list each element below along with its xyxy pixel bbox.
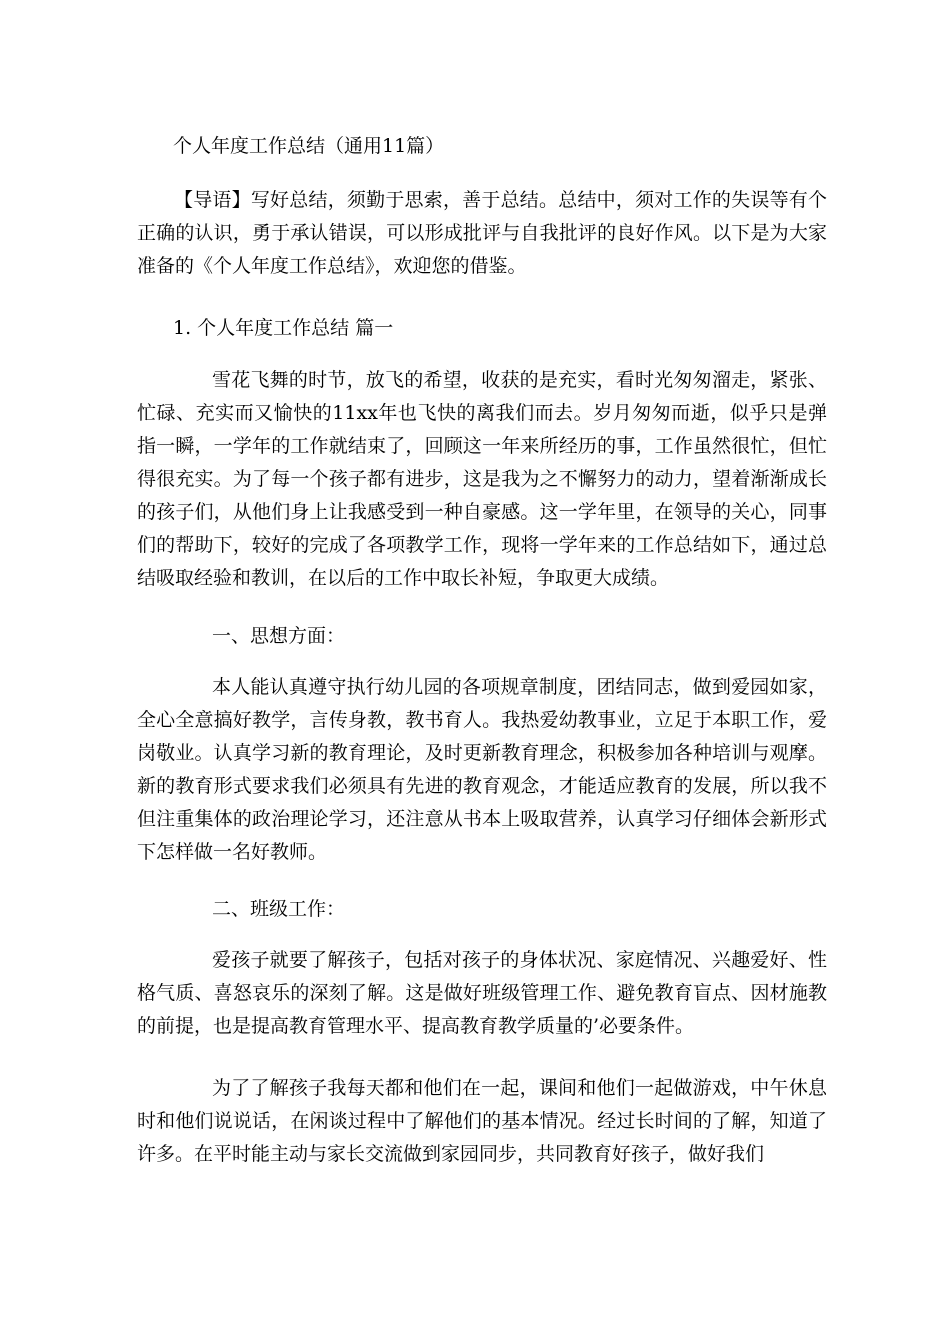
body-paragraph-4: 为了了解孩子我每天都和他们在一起，课间和他们一起做游戏，中午休息时和他们说说话，在闲谈过程中了解他们的基本情况。经过长时间的了解，知道了许多。在平时能主动与家长交流做到家园同步，共同教育好孩子，做好我们	[137, 1077, 827, 1165]
document-title: 个人年度工作总结（通用11篇）	[173, 135, 445, 157]
body-paragraph-2: 本人能认真遵守执行幼儿园的各项规章制度，团结同志，做到爱园如家，全心全意搞好教学，言传身教，教书育人。我热爱幼教事业，立足于本职工作，爱岗敬业。认真学习新的教育理论，及时更新教育理念，积极参加各种培训与观摩。新的教育形式要求我们必须具有先进的教育观念，才能适应教育的发展，所以我不但注重集体的政治理论学习，还注意从书本上吸取营养，认真学习仔细体会新形式下怎样做一名好教师。	[137, 676, 827, 863]
article-heading: 1. 个人年度工作总结 篇一	[173, 317, 394, 339]
intro-paragraph: 【导语】写好总结，须勤于思索，善于总结。总结中，须对工作的失误等有个正确的认识，勇于承认错误，可以形成批评与自我批评的良好作风。以下是为大家准备的《个人年度工作总结》，欢迎您的借鉴。	[137, 189, 827, 277]
body-paragraph-1: 雪花飞舞的时节，放飞的希望，收获的是充实，看时光匆匆溜走，紧张、忙碌、充实而又愉快的11xx年也飞快的离我们而去。岁月匆匆而逝，似乎只是弹指一瞬，一学年的工作就结束了，回顾这一年来所经历的事，工作虽然很忙，但忙得很充实。为了每一个孩子都有进步，这是我为之不懈努力的动力，望着渐渐成长的孩子们，从他们身上让我感受到一种自豪感。这一学年里，在领导的关心，同事们的帮助下，较好的完成了各项教学工作，现将一学年来的工作总结如下，通过总结吸取经验和教训，在以后的工作中取长补短，争取更大成绩。	[137, 369, 827, 589]
body-paragraph-3: 爱孩子就要了解孩子，包括对孩子的身体状况、家庭情况、兴趣爱好、性格气质、喜怒哀乐的深刻了解。这是做好班级管理工作、避免教育盲点、因材施教的前提，也是提高教育管理水平、提高教育教学质量的’必要条件。	[137, 949, 827, 1037]
section-heading-thought: 一、思想方面：	[212, 625, 346, 647]
section-heading-class-work: 二、班级工作：	[212, 898, 346, 920]
